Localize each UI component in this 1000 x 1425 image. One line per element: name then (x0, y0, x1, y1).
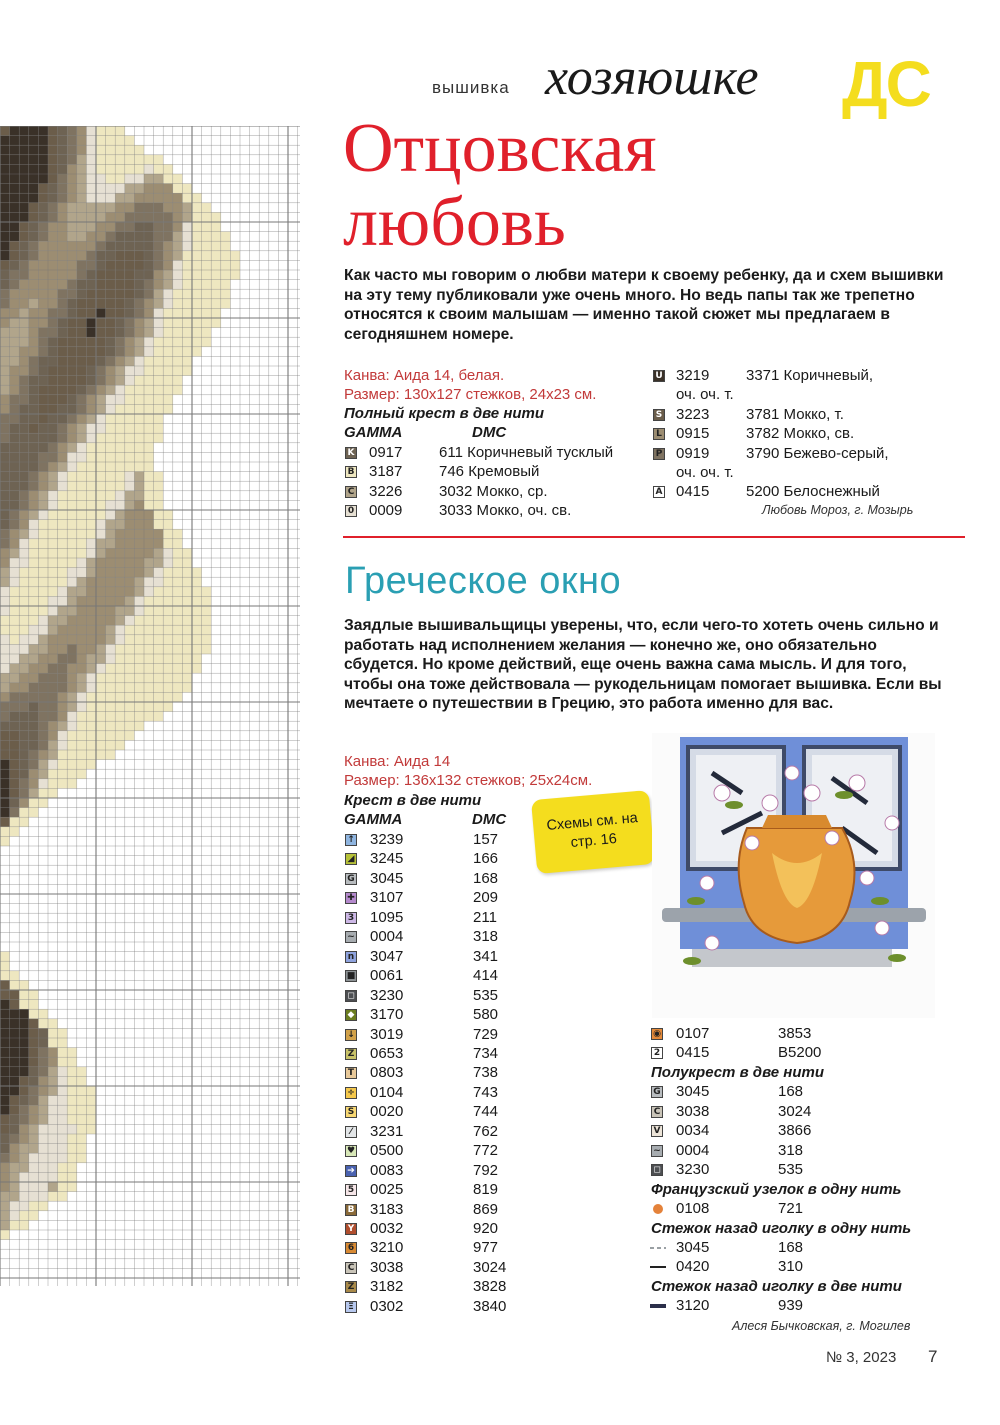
article2-title: Греческое окно (345, 560, 622, 602)
thread-color-swatch: ◻ (345, 990, 357, 1002)
thread-color-swatch: ↓ (345, 1029, 357, 1041)
thread-dmc-code: 743 (473, 1083, 499, 1101)
article1-size: Размер: 130х127 стежков, 24х23 см. (344, 386, 597, 403)
thread-dmc-code: 729 (473, 1025, 499, 1043)
thread-gamma-code: 0653 (370, 1044, 404, 1062)
thread-dmc-code: 819 (473, 1181, 499, 1199)
thread-gamma-code: 0025 (370, 1181, 404, 1199)
thread-gamma-code: 0915 (676, 425, 710, 443)
thread-color-swatch: ♥ (346, 1146, 356, 1157)
thread-dmc-name: 3781 Мокко, т. (746, 405, 844, 423)
french-knot-heading: Французский узелок в одну нить (651, 1180, 902, 1198)
half-cross-heading: Полукрест в две нити (651, 1063, 824, 1081)
title-line-1: Отцовская (343, 110, 657, 187)
thread-dmc-name: 746 Кремовый (439, 463, 540, 481)
thread-dmc-code: 744 (473, 1103, 499, 1121)
thread-gamma-code: 3223 (676, 405, 710, 423)
thread-gamma-code: 3187 (369, 463, 403, 481)
thread-dmc-code: B5200 (778, 1044, 822, 1062)
issue-number: № 3, 2023 (826, 1349, 897, 1366)
article2-size: Размер: 136х132 стежков; 25х24см. (344, 772, 593, 789)
thread-gamma-code: 0083 (370, 1161, 404, 1179)
thread-dmc-code: 318 (778, 1141, 804, 1159)
thread-color-swatch: G (651, 1086, 663, 1098)
thread-dmc-code: 3866 (778, 1122, 812, 1140)
thread-color-swatch: V (651, 1125, 663, 1137)
thread-gamma-code: 1095 (370, 908, 404, 926)
article2-canvas: Канва: Аида 14 (344, 753, 451, 770)
thread-dmc-code: 168 (778, 1083, 804, 1101)
article-title-fathers-love (343, 112, 983, 260)
thread-dmc-code: 310 (778, 1258, 804, 1276)
thread-dmc-code: 3853 (778, 1025, 812, 1042)
thread-dmc-code: 738 (473, 1064, 499, 1082)
thread-dmc-code: 977 (473, 1239, 499, 1257)
thread-gamma-code: 3047 (370, 947, 404, 965)
thread-dmc-name: 3371 Коричневый, (746, 367, 874, 384)
thread-dmc-code: 211 (473, 908, 497, 926)
thread-color-swatch: ✚ (345, 892, 357, 904)
thread-color-swatch: T (345, 1067, 357, 1079)
backstitch-one-thread-heading: Стежок назад иголку в одну нить (651, 1219, 912, 1237)
thread-dmc-code: 734 (473, 1044, 499, 1062)
thread-dmc-name: 3790 Бежево-серый, (746, 444, 889, 462)
thread-gamma-code: 0034 (676, 1122, 710, 1140)
thread-color-swatch: B (345, 1204, 357, 1216)
see-schemes-callout: Схемы см. на стр. 16 (531, 790, 655, 874)
thread-gamma-code: 0500 (370, 1142, 404, 1160)
thread-color-swatch: K (345, 447, 357, 459)
thread-gamma-code: 3230 (676, 1161, 710, 1179)
thread-dmc-code: 3024 (473, 1258, 507, 1276)
thread-gamma-code: 0919 (676, 444, 710, 462)
page-number: 7 (928, 1347, 938, 1366)
greek-window-embroidery-image (652, 733, 935, 1018)
thread-color-swatch: Z (345, 1048, 357, 1060)
article1-col-gamma: GAMMA (344, 424, 403, 441)
thread-gamma-code: 0415 (676, 483, 710, 501)
thread-color-swatch: C (345, 1262, 357, 1274)
thread-dmc-code: 762 (473, 1122, 499, 1140)
thread-color-swatch: ~ (651, 1145, 663, 1157)
article1-canvas: Канва: Аида 14, белая. (344, 367, 505, 384)
thread-dmc-code: 772 (473, 1142, 499, 1160)
thread-color-swatch: Z (345, 1281, 357, 1293)
thread-dmc-code: 168 (473, 869, 499, 887)
article2-col-gamma: GAMMA (344, 811, 403, 828)
thread-gamma-code: 0107 (676, 1025, 710, 1042)
thread-dmc-code: 939 (778, 1297, 804, 1315)
thread-color-swatch: ÷ (345, 1087, 357, 1099)
thread-gamma-code: 3226 (369, 482, 403, 500)
article1-stitch-heading: Полный крест в две нити (344, 405, 545, 422)
thread-color-swatch: ~ (345, 931, 357, 943)
thread-dmc-code: 414 (473, 967, 499, 985)
thread-color-swatch: B (345, 466, 357, 478)
backstitch-line-swatch (650, 1247, 666, 1249)
thread-gamma-code: 3170 (370, 1006, 404, 1024)
thread-color-swatch: L (653, 428, 665, 440)
thread-color-swatch: U (653, 370, 665, 382)
thread-gamma-code: 3239 (370, 831, 404, 848)
thread-color-swatch: S (653, 409, 665, 421)
thread-dmc-name-cont: оч. оч. т. (676, 464, 734, 481)
thread-color-swatch: A (653, 486, 665, 498)
french-knot-dot (653, 1204, 663, 1214)
article2-lead: Заядлые вышивальщицы уверены, что, если чего-то хотеть очень сильно и работать над исполнением желания — конечно же, оно обязательно сбудется. Но кроме действий, еще очень важна сама мысль. И для того, чтобы она тоже действовала — рукодельницам помогает вышивка. Если вы мечтаете о путешествии в Грецию, это работа именно для вас. (344, 617, 942, 712)
section-divider (343, 536, 965, 538)
thread-gamma-code: 3045 (676, 1083, 710, 1101)
magazine-script-title: хозяюшке (545, 49, 759, 106)
thread-gamma-code: 3045 (370, 869, 404, 887)
thread-dmc-name: 5200 Белоснежный (746, 483, 880, 501)
thread-color-swatch: ➔ (345, 1165, 357, 1177)
thread-dmc-code: 3840 (473, 1297, 507, 1315)
thread-color-swatch: Y (345, 1223, 357, 1235)
thread-gamma-code: 0009 (369, 502, 403, 520)
backstitch-two-thread-heading: Стежок назад иголку в две нити (651, 1277, 902, 1295)
thread-gamma-code: 0104 (370, 1083, 404, 1101)
thread-dmc-code: 920 (473, 1220, 499, 1237)
article2-author: Алеся Бычковская, г. Могилев (732, 1319, 911, 1333)
thread-color-swatch: Ξ (345, 1301, 357, 1313)
article1-author: Любовь Мороз, г. Мозырь (762, 503, 914, 517)
thread-dmc-code: 721 (778, 1200, 804, 1218)
thread-gamma-code: 3231 (370, 1122, 404, 1140)
thread-gamma-code: 3107 (370, 889, 404, 907)
thread-gamma-code: 3045 (676, 1238, 710, 1256)
article1-lead: Как часто мы говорим о любви матери к своему ребенку, да и схем вышивки на эту тему публиковали уже очень много. Но ведь папы так же трепетно относятся к своим малышам — именно такой сюжет мы предлагаем в сегодняшнем номере. (344, 267, 944, 343)
title-line-2: любовь (343, 184, 566, 261)
thread-gamma-code: 0803 (370, 1064, 404, 1082)
thread-gamma-code: 3210 (370, 1239, 404, 1257)
thread-gamma-code: 3038 (370, 1258, 404, 1276)
thread-gamma-code: 0032 (370, 1220, 404, 1237)
thread-gamma-code: 3019 (370, 1025, 404, 1043)
thread-dmc-code: 535 (778, 1161, 804, 1179)
thread-dmc-code: 318 (473, 928, 499, 946)
thread-gamma-code: 0108 (676, 1200, 710, 1218)
thread-gamma-code: 0020 (370, 1103, 404, 1121)
thread-color-swatch: ■ (346, 971, 356, 982)
thread-color-swatch: S (345, 1106, 357, 1118)
thread-dmc-code: 341 (473, 947, 499, 965)
thread-dmc-name: 3033 Мокко, оч. св. (439, 502, 572, 520)
article2-stitch-heading: Крест в две нити (344, 792, 482, 809)
thread-color-swatch: 2 (651, 1047, 663, 1059)
thread-color-swatch: 0 (345, 505, 357, 517)
thread-gamma-code: 0415 (676, 1044, 710, 1062)
thread-dmc-name: 3782 Мокко, св. (746, 425, 855, 443)
thread-color-swatch: ↑ (345, 834, 357, 846)
thread-dmc-name: 611 Коричневый тусклый (439, 444, 614, 461)
thread-dmc-code: 580 (473, 1006, 499, 1024)
thread-dmc-code: 535 (473, 986, 499, 1004)
thread-gamma-code: 0061 (370, 967, 404, 985)
thread-dmc-name: 3032 Мокко, ср. (439, 482, 548, 500)
thread-dmc-code: 3828 (473, 1278, 507, 1296)
thread-dmc-code: 166 (473, 850, 499, 868)
thread-gamma-code: 3219 (676, 367, 710, 384)
thread-color-swatch: ◢ (345, 853, 357, 865)
thread-gamma-code: 0004 (370, 928, 404, 946)
article1-col-dmc: DMC (472, 424, 507, 441)
thread-color-swatch: ◉ (651, 1028, 663, 1040)
thread-color-swatch: 6 (345, 1242, 357, 1254)
thread-gamma-code: 3038 (676, 1102, 710, 1120)
thread-dmc-code: 168 (778, 1238, 804, 1256)
thread-dmc-code: 869 (473, 1200, 499, 1218)
thread-color-swatch: C (345, 486, 357, 498)
cross-stitch-pattern-chart (0, 126, 300, 1286)
thread-gamma-code: 0302 (370, 1297, 404, 1315)
thread-color-swatch: 3 (345, 912, 357, 924)
thread-color-swatch: n (345, 951, 357, 963)
thread-gamma-code: 3183 (370, 1200, 404, 1218)
thread-color-swatch: 5 (345, 1184, 357, 1196)
thread-gamma-code: 0420 (676, 1258, 710, 1276)
thread-color-swatch: G (345, 873, 357, 885)
thread-gamma-code: 0917 (369, 444, 403, 461)
thread-dmc-code: 792 (473, 1161, 499, 1179)
thread-color-swatch: C (651, 1106, 663, 1118)
thread-color-swatch: ⁄ (345, 1126, 357, 1138)
thread-dmc-name-cont: оч. оч. т. (676, 386, 734, 404)
thread-gamma-code: 0004 (676, 1141, 710, 1159)
backstitch-line-swatch (650, 1304, 666, 1308)
thread-color-swatch: P (653, 448, 665, 460)
thread-gamma-code: 3120 (676, 1297, 710, 1315)
article2-col-dmc: DMC (472, 811, 507, 828)
thread-color-swatch: ◻ (651, 1164, 663, 1176)
thread-dmc-code: 209 (473, 889, 499, 907)
magazine-logo: ДС (842, 48, 930, 120)
thread-dmc-code: 3024 (778, 1102, 812, 1120)
thread-gamma-code: 3245 (370, 850, 404, 868)
thread-gamma-code: 3182 (370, 1278, 404, 1296)
thread-color-swatch: ◆ (345, 1009, 357, 1021)
thread-dmc-code: 157 (473, 831, 499, 848)
backstitch-line-swatch (650, 1266, 666, 1268)
section-label: вышивка (432, 78, 510, 97)
thread-gamma-code: 3230 (370, 986, 404, 1004)
